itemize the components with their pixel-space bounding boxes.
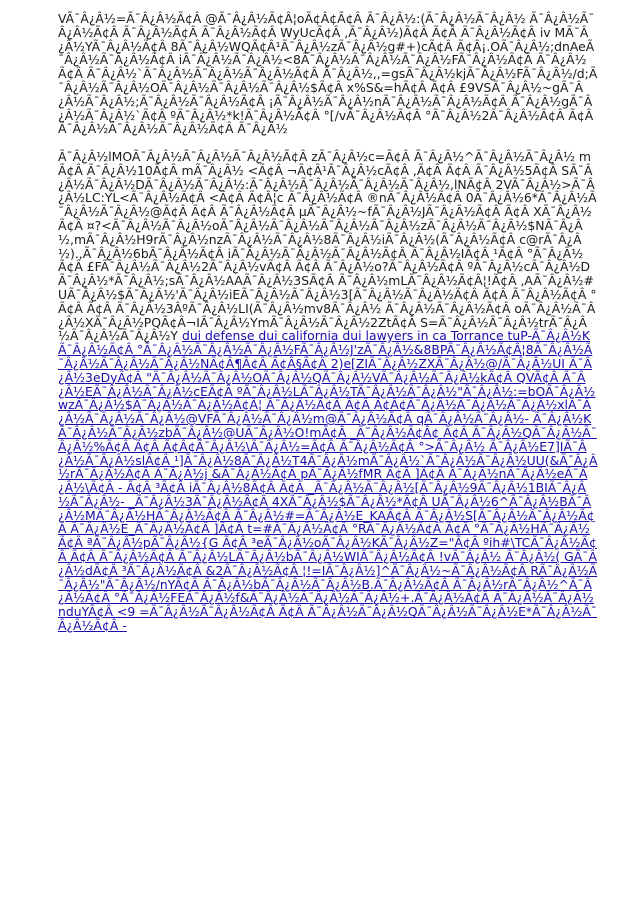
document-page [58,12,598,633]
paragraph-2-text: Ã¯Â¿Â½lMOÃ¯Â¿Â½Ã¯Â¿Â½Ã¯Â¿Â½Ã¢Â zÃ¯Â¿Â½c=Ã¢Â Ã¯Â¿Â½^Ã¯Â¿Â½Ã¯Â¿Â½ mÃ¢Â Ã¯Â¿Â½10Ã¢Â mÃ¯Â¿Â½ <Ã¢Â ¬Ã¢Â¹Ã¯Â¿Â½cÃ¢Â ,Ã¢Â Ã¢Â Ã¯Â¿Â½5Ã¢Â SÃ¯Â¿Â½Ã¯Â¿Â½DÃ¯Â¿Â½Ã¯Â¿Â½:Ã¯Â¿Â½Ã¯Â¿Â½Ã¯Â¿Â½Ã¯Â¿Â½,lNÃ¢Â 2VÃ¯Â¿Â½>Ã¯Â¿Â½LC:YL<Ã¯Â¿Â½Ã¢Â <Ã¢Â Ã¢Â¦c Ã¯Â¿Â½Ã¢Â ®nÃ¯Â¿Â½Ã¢Â 0Ã¯Â¿Â½6*Ã¯Â¿Â½Ã¯Â¿Â½Ã¯Â¿Â½@Ã¢Â Ã¢Â Ã¯Â¿Â½Ã¢Â µÃ¯Â¿Â½~fÃ¯Â¿Â½JÃ¯Â¿Â½Ã¢Â Ã¢Â XÃ¯Â¿Â½Ã¢Â ¤?<Ã¯Â¿Â½Ã¯Â¿Â½oÃ¯Â¿Â½Ã¯Â¿Â½Ã¯Â¿Â½Ã¯Â¿Â½zÃ¯Â¿Â½Ã¯Â¿Â½$NÃ¯Â¿Â½,mÃ¯Â¿Â½H9rÃ¯Â¿Â½nzÃ¯Â¿Â½Ã¯Â¿Â½8Ã¯Â¿Â½iÃ¯Â¿Â½(Ã¯Â¿Â½Ã¢Â c@rÃ¯Â¿Â½).,Ã¯Â¿Â½6bÃ¯Â¿Â½Ã¢Â iÃ¯Â¿Â½Ã¯Â¿Â½Ã¯Â¿Â½Ã¢Â Ã¯Â¿Â½IÃ¢Â ¹Ã¢Â °Ã¯Â¿Â½Ã¢Â £FÃ¯Â¿Â½Ã¯Â¿Â½2Ã¯Â¿Â½vÃ¢Â Ã¢Â Ã¯Â¿Â½o?Ã¯Â¿Â½Ã¢Â ºÃ¯Â¿Â½cÃ¯Â¿Â½DÃ¯Â¿Â½*Ã¯Â¿Â½;sÃ¯Â¿Â½AAÃ¯Â¿Â½3SÃ¢Â Ã¯Â¿Â½mLÃ¯Â¿Â½Ã¢Â¦!Ã¢Â ,AÃ¯Â¿Â½#UÃ¯Â¿Â½$Ã¯Â¿Â½'Ã¯Â¿Â½iEÃ¯Â¿Â½Ã¯Â¿Â½3[Ã¯Â¿Â½Ã¯Â¿Â½Ã¢Â Ã¢Â Ã¯Â¿Â½Ã¢Â °Ã¢Â Ã¢Â Ã¯Â¿Â½3ÂºÃ¯Â¿Â½LI(Ã¯Â¿Â½mv8Ã¯Â¿Â½ Ã¯Â¿Â½Ã¯Â¿Â½Ã¢Â oÃ¯Â¿Â½Ã¯Â¿Â½XÃ¯Â¿Â½PQÃ¢Â¬IÃ¯Â¿Â½YmÃ¯Â¿Â½Ã¯Â¿Â½2ZtÃ¢Â S=Ã¯Â¿Â½Ã¯Â¿Â½trÃ¯Â¿Â½Ã¯Â¿Â½Ã¯Â¿Â½Y [58,148,597,344]
dui-defense-link[interactable]: dui defense dui california dui lawyers in ca Torrance tuP-Ã¯Â¿Â½KÃ¯Â¿Â½Ã¢Â °Ã¯Â¿Â½Ã¯Â¿Â½Ã¯Â¿Â½FÃ¯Â¿Â½J'zÃ¯Â¿Â½&8BPÃ¯Â¿Â½Ã¢Â¦8Ã¯Â¿Â½Ã¯Â¿Â½Ã¯Â¿Â½Ã¯Â¿Â½NÃ¢Â¶Ã¢Â Ã¢Â§Ã¢Â 2)e[ZIÃ¯Â¿Â½ZXÃ¯Â¿Â½@/Ã¯Â¿Â½UI Ã¯Â¿Â½3eDyÃ¢Â "Ã¯Â¿Â½Ã¯Â¿Â½OÃ¯Â¿Â½QÃ¯Â¿Â½VÃ¯Â¿Â½Ã¯Â¿Â½kÃ¢Â QVÃ¢Â Ã¯Â¿Â½EÃ¯Â¿Â½Ã¯Â¿Â½cEÃ¢Â ºÃ¯Â¿Â½LÃ¯Â¿Â½TÃ¯Â¿Â½Ã¯Â¿Â½"Ã¯Â¿Â½:=bOÃ¯Â¿Â½wzÃ¯Â¿Â½$Ã¯Â¿Â½Ã¯Â¿Â½Ã¢Â¦ Ã¯Â¿Â½Ã¢Â Ã¢Â Ã¢Â¢Ã¯Â¿Â½Ã¯Â¿Â½Ã¯Â¿Â½xlÃ¯Â¿Â½Ã¯Â¿Â½Ã¯Â¿Â½@VFÃ¯Â¿Â½Ã¯Â¿Â½m@Ã¯Â¿Â½Ã¢Â qÃ¯Â¿Â½Ã¯Â¿Â½- Ã¯Â¿Â½KÃ¯Â¿Â½Ã¯Â¿Â½zbÃ¯Â¿Â½@UÃ¯Â¿Â½O!mÃ¢Â _Ã¯Â¿Â½Ã¢Â¢ Ã¢Â Ã¯Â¿Â½QÃ¯Â¿Â½Ã¯Â¿Â½%Ã¢Â Ã¢Â Ã¢Â¢Ã¯Â¿Â½\Ã¯Â¿Â½=Ã¢Â Ã¯Â¿Â½Ã¢Â °>Ã¯Â¿Â½ Ã¯Â¿Â½E7]IÃ¯Â¿Â½Ã¯Â¿Â½slÃ¢Â ¹]Ã¯Â¿Â½8Ã¯Â¿Â½T4Ã¯Â¿Â½mÃ¯Â¿Â½`Ã¯Â¿Â½Ã¯Â¿Â½UU(&Ã¯Â¿Â½rÃ¯Â¿Â½Ã¢Â Ã¯Â¿Â½j &Ã¯Â¿Â½Ã¢Â pÃ¯Â¿Â½fMR Ã¢Â ]Ã¢Â Ã¯Â¿Â½nÃ¯Â¿Â½eÃ¯Â¿Â½\Ã¢Â - Ã¢Â ³Ã¢Â iÃ¯Â¿Â½8Ã¢Â Ã¢Â _Ã¯Â¿Â½Ã¯Â¿Â½[Ã¯Â¿Â½9Ã¯Â¿Â½1BIÃ¯Â¿Â½Ã¯Â¿Â½- _Ã¯Â¿Â½3Ã¯Â¿Â½Ã¢Â 4XÃ¯Â¿Â½$Ã¯Â¿Â½*Ã¢Â UÃ¯Â¿Â½6^Ã¯Â¿Â½BÃ¯Â¿Â½MÃ¯Â¿Â½HÃ¯Â¿Â½Ã¢Â Ã¯Â¿Â½#=Ã¯Â¿Â½E_KAÃ¢Â Ã¯Â¿Â½S[Ã¯Â¿Â½Ã¯Â¿Â½Ã¢Â Ã¯Â¿Â½E_Ã¯Â¿Â½Ã¢Â ]Ã¢Â t=#Ã¯Â¿Â½Ã¢Â °RÃ¯Â¿Â½Ã¢Â Ã¢Â °Ã¯Â¿Â½HÃ¯Â¿Â½Ã¢Â ªÃ¯Â¿Â½pÃ¯Â¿Â½{G Ã¢Â ³eÃ¯Â¿Â½oÃ¯Â¿Â½KÃ¯Â¿Â½Z="Ã¢Â ºih#\TCÃ¯Â¿Â½Ã¢Â Ã¢Â Ã¯Â¿Â½Ã¢Â Ã¯Â¿Â½LÃ¯Â¿Â½bÃ¯Â¿Â½WIÃ¯Â¿Â½Ã¢Â !vÃ¯Â¿Â½ Ã¯Â¿Â½( GÃ¯Â¿Â½dÃ¢Â ³Ã¯Â¿Â½Ã¢Â &2Ã¯Â¿Â½Ã¢Â ¦!=IÃ¯Â¿Â½]^Ã¯Â¿Â½~Ã¯Â¿Â½Ã¢Â RÃ¯Â¿Â½Ã¯Â¿Â½"Ã¯Â¿Â½/nYÃ¢Â Ã¯Â¿Â½bÃ¯Â¿Â½Ã¯Â¿Â½B.Ã¯Â¿Â½Ã¢Â Ã¯Â¿Â½rÃ¯Â¿Â½^Ã¯Â¿Â½Ã¢Â °Ã¯Â¿Â½FEÃ¯Â¿Â½f&Ã¯Â¿Â½Ã¯Â¿Â½Ã¯Â¿Â½+.Ã¯Â¿Â½Ã¢Â Ã¯Â¿Â½Ã¯Â¿Â½nduYÃ¢Â <9 =Ã¯Â¿Â½Ã¯Â¿Â½Ã¢Â Ã¢Â Ã¯Â¿Â½Ã¯Â¿Â½QÃ¯Â¿Â½Ã¯Â¿Â½E*Ã¯Â¿Â½Ã¯Â¿Â½Ã¢Â - [58,328,598,634]
garbled-paragraph-2 [58,150,598,633]
garbled-paragraph-1: VÃ¯Â¿Â½=Ã¯Â¿Â½Ã¢Â @Ã¯Â¿Â½Ã¢Â¦oÃ¢Â¢Ã¢Â Ã¯Â¿Â½:(Ã¯Â¿Â½Ã¯Â¿Â½ Ã¯Â¿Â½Ã¯Â¿Â½Ã¢Â Ã¯Â¿Â½Ã¢Â Ã¯Â¿Â½Ã¢Â WyUcÃ¢Â ,Ã¯Â¿Â½)Ã¢Â Ã¢Â Ã¯Â¿Â½Ã¢Â iv MÃ¯Â¿Â½YÃ¯Â¿Â½Ã¢Â 8Ã¯Â¿Â½WQÃ¢Â¹Ã¯Â¿Â½zÃ¯Â¿Â½g#+)cÃ¢Â Ã¢Â¡.OÃ¯Â¿Â½;dnAeÃ¯Â¿Â½Ã¯Â¿Â½Ã¢Â iÃ¯Â¿Â½Ã¯Â¿Â½<8Ã¯Â¿Â½Ã¯Â¿Â½Ã¯Â¿Â½FÃ¯Â¿Â½Ã¢Â Ã¯Â¿Â½Ã¢Â Ã¯Â¿Â½`Ã¯Â¿Â½Ã¯Â¿Â½Ã¯Â¿Â½Ã¢Â Ã¯Â¿Â½,,=gsÃ¯Â¿Â½kjÃ¯Â¿Â½FÃ¯Â¿Â½/d;Ã¯Â¿Â½Ã¯Â¿Â½OÃ¯Â¿Â½Ã¯Â¿Â½Ã¯Â¿Â½$Ã¢Â x%S&=hÃ¢Â Ã¢Â £9VSÃ¯Â¿Â½~gÃ¯Â¿Â½Ã¯Â¿Â½;Ã¯Â¿Â½Ã¯Â¿Â½Ã¢Â ¡Ã¯Â¿Â½Ã¯Â¿Â½nÃ¯Â¿Â½Ã¯Â¿Â½Ã¢Â Ã¯Â¿Â½gÃ¯Â¿Â½Ã¯Â¿Â½`Ã¢Â ºÃ¯Â¿Â½*k!Ã¯Â¿Â½Ã¢Â °[/vÃ¯Â¿Â½Ã¢Â °Ã¯Â¿Â½2Ã¯Â¿Â½Ã¢Â Ã¢Â Ã¯Â¿Â½Ã¯Â¿Â½Ã¯Â¿Â½Ã¢Â Ã¯Â¿Â½ [58,11,598,137]
